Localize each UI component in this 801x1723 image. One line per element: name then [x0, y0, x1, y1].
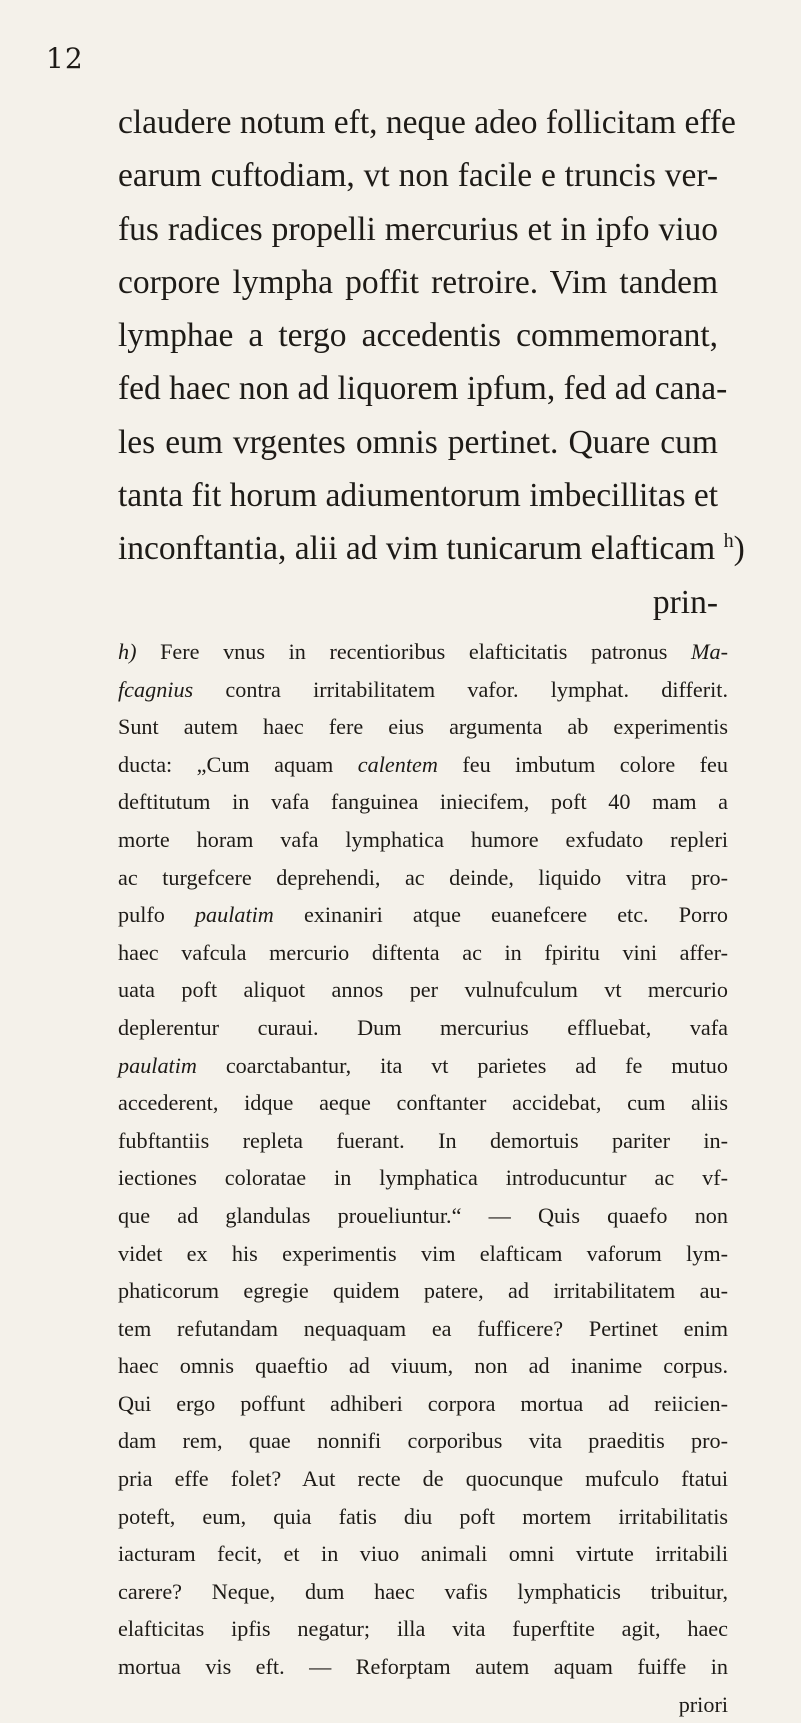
footnote-line	[118, 1535, 728, 1573]
footnote-line	[118, 1122, 728, 1160]
footnote-line	[118, 934, 728, 972]
footnote-segment: iacturam fecit, et in viuo animali omni virtute irritabili	[118, 1541, 728, 1567]
footnote-segment: morte horam vafa lymphatica humore exfudato repleri	[118, 826, 728, 852]
footnote-line	[118, 859, 728, 897]
footnote-line	[118, 1084, 728, 1122]
footnote-segment: tem refutandam nequaquam ea fufficere? Pertinet enim	[118, 1315, 728, 1341]
footnote-segment: paulatim	[194, 902, 274, 928]
footnote-segment: Qui ergo poffunt adhiberi corpora mortua ad reiicien-	[118, 1390, 728, 1416]
footnote-segment: contra irritabilitatem vafor. lymphat. differit.	[193, 676, 728, 702]
footnote-segment: feu imbutum colore feu	[437, 751, 728, 777]
main-line: fed haec non ad liquorem ipfum, fed ad cana-	[118, 370, 728, 408]
footnote-line	[118, 783, 728, 821]
main-text	[118, 96, 745, 629]
footnote-line	[118, 1347, 728, 1385]
footnote-segment: fubftantiis repleta fuerant. In demortuis pariter in-	[118, 1127, 728, 1153]
footnote-segment: ac turgefcere deprehendi, ac deinde, liquido vitra pro-	[118, 864, 728, 890]
footnote-segment: haec omnis quaeftio ad viuum, non ad inanime corpus.	[118, 1353, 728, 1379]
footnote-line	[118, 1422, 728, 1460]
footnote-marker: h	[723, 530, 734, 553]
footnote-segment: Sunt autem haec fere eius argumenta ab experimentis	[118, 714, 728, 740]
footnote-segment: fcagnius	[118, 676, 194, 702]
footnote-segment: iectiones coloratae in lymphatica introducuntur ac vf-	[118, 1165, 728, 1191]
footnote-segment: Ma-	[691, 639, 728, 664]
footnote-segment: carere? Neque, dum haec vafis lymphaticis tribuitur,	[118, 1578, 728, 1604]
footnote-segment: que ad glandulas proueliuntur.“ — Quis quaefo non	[118, 1202, 728, 1228]
footnote-line	[118, 1272, 728, 1310]
main-line: lymphae a tergo accedentis commemorant,	[118, 317, 718, 355]
main-line: les eum vrgentes omnis pertinet. Quare cum	[118, 423, 718, 461]
main-line: earum cuftodiam, vt non facile e truncis ver-	[118, 157, 718, 195]
footnote-segment: paulatim	[118, 1052, 197, 1078]
footnote-segment: Fere vnus in recentioribus elafticitatis patronus	[160, 639, 692, 664]
footnote-segment: dam rem, quae nonnifi corporibus vita praeditis pro-	[118, 1428, 728, 1454]
footnote-line	[118, 1009, 728, 1047]
footnote-segment: priori	[678, 1691, 728, 1717]
footnote-line	[118, 708, 728, 746]
footnote-line	[118, 1235, 728, 1273]
footnote-line	[118, 746, 728, 784]
footnote-segment: phaticorum egregie quidem patere, ad irritabilitatem au-	[118, 1278, 728, 1304]
footnote-segment: deplerentur curaui. Dum mercurius effluebat, vafa	[118, 1014, 728, 1040]
footnote-label: h)	[118, 639, 161, 664]
page-number: 12	[46, 42, 84, 75]
footnote-catchword	[118, 1686, 728, 1723]
footnote-segment: accederent, idque aeque conftanter accidebat, cum aliis	[118, 1090, 728, 1116]
footnote	[118, 633, 728, 1723]
footnote-line	[118, 896, 728, 934]
main-line: fus radices propelli mercurius et in ipfo viuo	[118, 210, 718, 248]
footnote-line	[118, 1460, 728, 1498]
footnote-line	[118, 821, 728, 859]
footnote-line	[118, 1498, 728, 1536]
footnote-segment: poteft, eum, quia fatis diu poft mortem irritabilitatis	[118, 1503, 728, 1529]
footnote-line	[118, 1610, 728, 1648]
main-line: claudere notum eft, neque adeo follicitam effe	[118, 104, 736, 141]
footnote-line	[118, 971, 728, 1009]
footnote-segment: pria effe folet? Aut recte de quocunque mufculo ftatui	[118, 1466, 728, 1492]
footnote-segment: elafticitas ipfis negatur; illa vita fuperftite agit, haec	[118, 1616, 728, 1642]
footnote-line	[118, 1310, 728, 1348]
footnote-segment: exinaniri atque euanefcere etc. Porro	[273, 902, 728, 928]
footnote-line	[118, 1047, 728, 1085]
footnote-line	[118, 1385, 728, 1423]
main-line: corpore lympha poffit retroire. Vim tandem	[118, 263, 718, 301]
footnote-line	[118, 1573, 728, 1611]
footnote-segment: uata poft aliquot annos per vulnufculum vt mercurio	[118, 977, 728, 1003]
footnote-segment: deftitutum in vafa fanguinea iniecifem, poft 40 mam a	[118, 789, 728, 815]
main-line-with-note: inconftantia, alii ad vim tunicarum elafticam $^h$)	[118, 530, 745, 568]
main-line-text: inconftantia, alii ad vim tunicarum elafticam	[118, 530, 716, 568]
footnote-segment: coarctabantur, ita vt parietes ad fe mutuo	[196, 1052, 728, 1078]
footnote-segment: calentem	[357, 751, 438, 777]
footnote-segment: videt ex his experimentis vim elafticam vaforum lym-	[118, 1240, 728, 1266]
catchword: prin-	[652, 583, 718, 621]
footnote-segment: ducta: „Cum aquam	[118, 751, 358, 777]
footnote-segment: pulfo	[118, 902, 195, 928]
main-line: tanta fit horum adiumentorum imbecillitas et	[118, 477, 719, 515]
footnote-line	[118, 1197, 728, 1235]
footnote-segment: mortua vis eft. — Reforptam autem aquam fuiffe in	[118, 1654, 728, 1680]
footnote-segment: haec vafcula mercurio diftenta ac in fpiritu vini affer-	[118, 939, 728, 965]
footnote-line	[118, 633, 728, 671]
footnote-line	[118, 671, 728, 709]
footnote-line	[118, 1159, 728, 1197]
footnote-line	[118, 1648, 728, 1686]
